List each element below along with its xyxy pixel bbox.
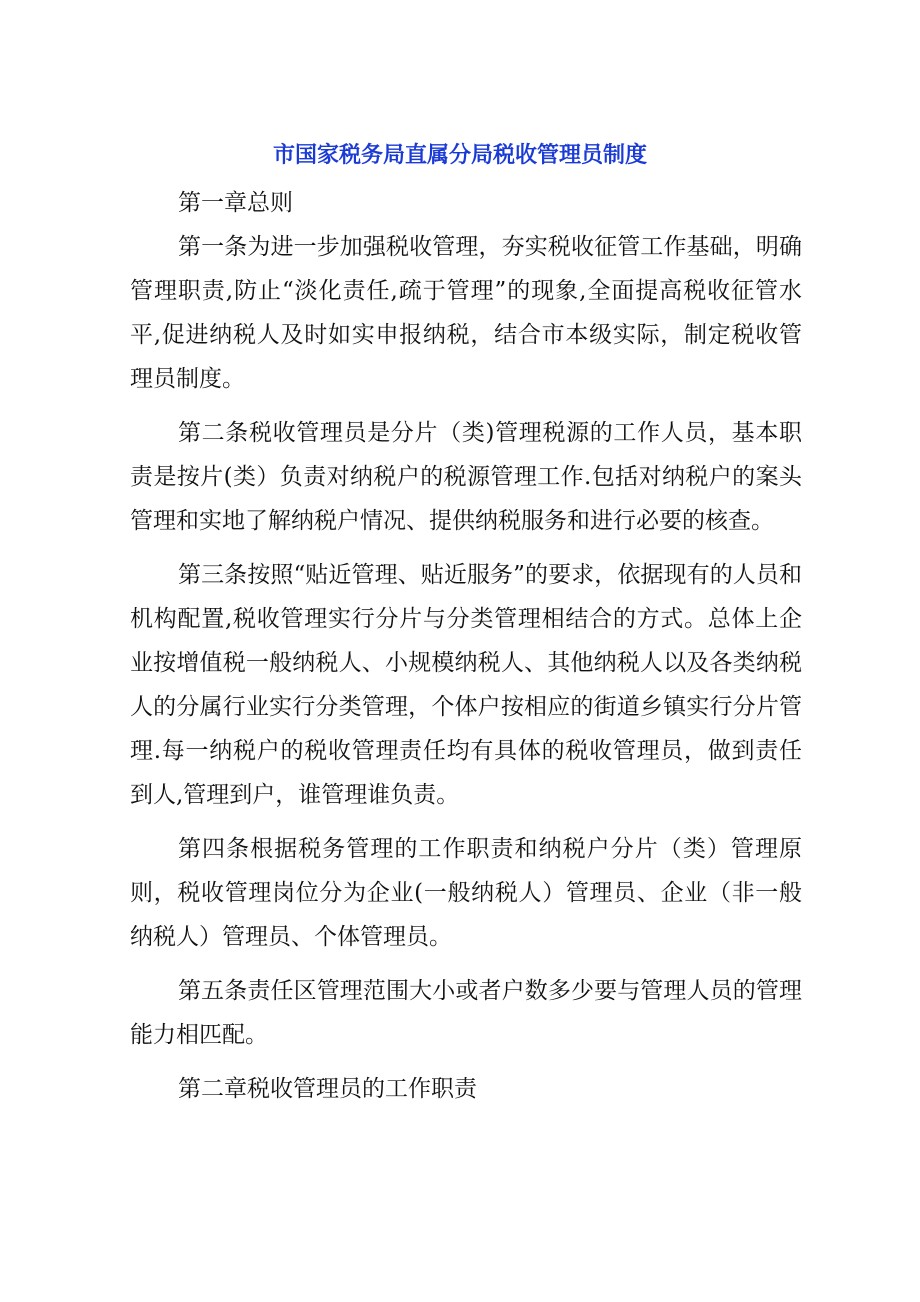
document-title: 市国家税务局直属分局税收管理员制度 xyxy=(272,143,647,168)
article-paragraph: 第五条责任区管理范围大小或者户数多少要与管理人员的管理能力相匹配。 xyxy=(130,978,802,1048)
article-paragraph: 第四条根据税务管理的工作职责和纳税户分片（类）管理原则，税收管理岗位分为企业(一般纳税人）管理员、企业（非一般纳税人）管理员、个体管理员。 xyxy=(130,836,802,950)
chapter-heading: 第二章税收管理员的工作职责 xyxy=(178,1076,477,1102)
article-paragraph: 第二条税收管理员是分片（类)管理税源的工作人员，基本职责是按片(类）负责对纳税户的税源管理工作.包括对纳税户的案头管理和实地了解纳税户情况、提供纳税服务和进行必要的核查。 xyxy=(130,420,802,534)
chapter-heading: 第一章总则 xyxy=(178,190,293,216)
document-body xyxy=(130,181,802,1111)
article-paragraph: 第三条按照“贴近管理、贴近服务”的要求，依据现有的人员和机构配置,税收管理实行分片与分类管理相结合的方式。总体上企业按增值税一般纳税人、小规模纳税人、其他纳税人以及各类纳税人的分属行业实行分类管理，个体户按相应的街道乡镇实行分片管理.每一纳税户的税收管理责任均有具体的税收管理员，做到责任到人,管理到户，谁管理谁负责。 xyxy=(130,562,802,808)
article-paragraph: 第一条为进一步加强税收管理，夯实税收征管工作基础，明确管理职责,防止“淡化责任,疏于管理”的现象,全面提高税收征管水平,促进纳税人及时如实申报纳税，结合市本级实际，制定税收管理员制度。 xyxy=(130,234,802,392)
